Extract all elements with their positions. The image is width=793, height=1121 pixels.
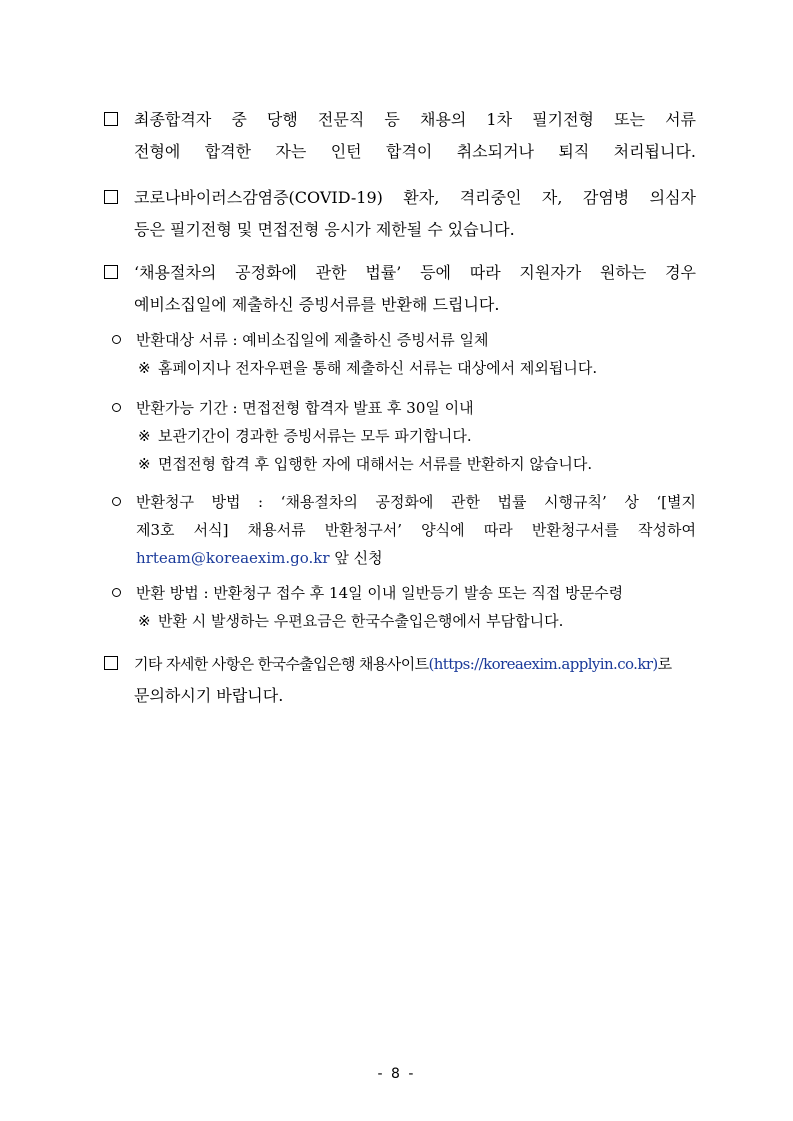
return-target-note: ※ 홈페이지나 전자우편을 통해 제출하신 서류는 대상에서 제외됩니다. [138,354,696,382]
circle-bullet-icon [112,335,121,344]
notice-item-3-line-1: ‘채용절차의 공정화에 관한 법률’ 등에 따라 지원자가 원하는 경우 [134,263,696,282]
reference-mark-icon: ※ [138,359,151,377]
notice-item-2-line-1: 코로나바이러스감염증(COVID-19) 환자, 격리중인 자, 감염병 의심자 [134,188,696,207]
checkbox-square-icon [104,112,118,126]
return-method-note: ※ 반환 시 발생하는 우편요금은 한국수출입은행에서 부담합니다. [138,607,696,635]
notice-item-4 [104,648,696,712]
circle-bullet-icon [112,588,121,597]
circle-bullet-icon [112,497,121,506]
reference-mark-icon: ※ [138,455,151,473]
notice-item-1-line-1: 최종합격자 중 당행 전문직 등 채용의 1차 필기전형 또는 서류 [134,110,696,129]
recruit-site-link[interactable]: (https://koreaexim.applyin.co.kr) [428,655,658,673]
return-period-item [112,394,696,478]
return-request-line-2: 제3호 서식] 채용서류 반환청구서’ 양식에 따라 반환청구서를 작성하여 [136,521,696,539]
return-period-note-1: ※ 보관기간이 경과한 증빙서류는 모두 파기합니다. [138,422,696,450]
checkbox-square-icon [104,190,118,204]
notice-item-2 [104,182,696,246]
email-link[interactable]: hrteam@koreaexim.go.kr [136,549,330,567]
notice-item-3-line-2: 예비소집일에 제출하신 증빙서류를 반환해 드립니다. [134,295,500,314]
page-number: - 8 - [377,1066,416,1082]
return-method-item [112,579,696,635]
notice-item-1 [104,104,696,168]
checkbox-square-icon [104,265,118,279]
notice-item-3 [104,257,696,321]
checkbox-square-icon [104,656,118,670]
notice-item-2-line-2: 등은 필기전형 및 면접전형 응시가 제한될 수 있습니다. [134,220,515,239]
return-target-item [112,326,696,382]
return-request-line-3: hrteam@koreaexim.go.kr 앞 신청 [136,549,383,567]
return-request-line-1: 반환청구 방법 : ‘채용절차의 공정화에 관한 법률 시행규칙’ 상 ‘[별지 [136,493,696,511]
return-request-item [112,488,696,572]
reference-mark-icon: ※ [138,612,151,630]
reference-mark-icon: ※ [138,427,151,445]
return-method-text: 반환 방법 : 반환청구 접수 후 14일 이내 일반등기 발송 또는 직접 방문수령 [136,584,624,602]
return-period-note-2: ※ 면접전형 합격 후 입행한 자에 대해서는 서류를 반환하지 않습니다. [138,450,696,478]
circle-bullet-icon [112,403,121,412]
return-target-text: 반환대상 서류 : 예비소집일에 제출하신 증빙서류 일체 [136,331,489,349]
notice-item-4-line-1: 기타 자세한 사항은 한국수출입은행 채용사이트(https://koreaexim.applyin.co.kr)로 [134,655,672,673]
notice-item-4-line-2: 문의하시기 바랍니다. [134,686,284,705]
return-period-text: 반환가능 기간 : 면접전형 합격자 발표 후 30일 이내 [136,399,474,417]
notice-item-1-line-2: 전형에 합격한 자는 인턴 합격이 취소되거나 퇴직 처리됩니다. [134,142,696,161]
